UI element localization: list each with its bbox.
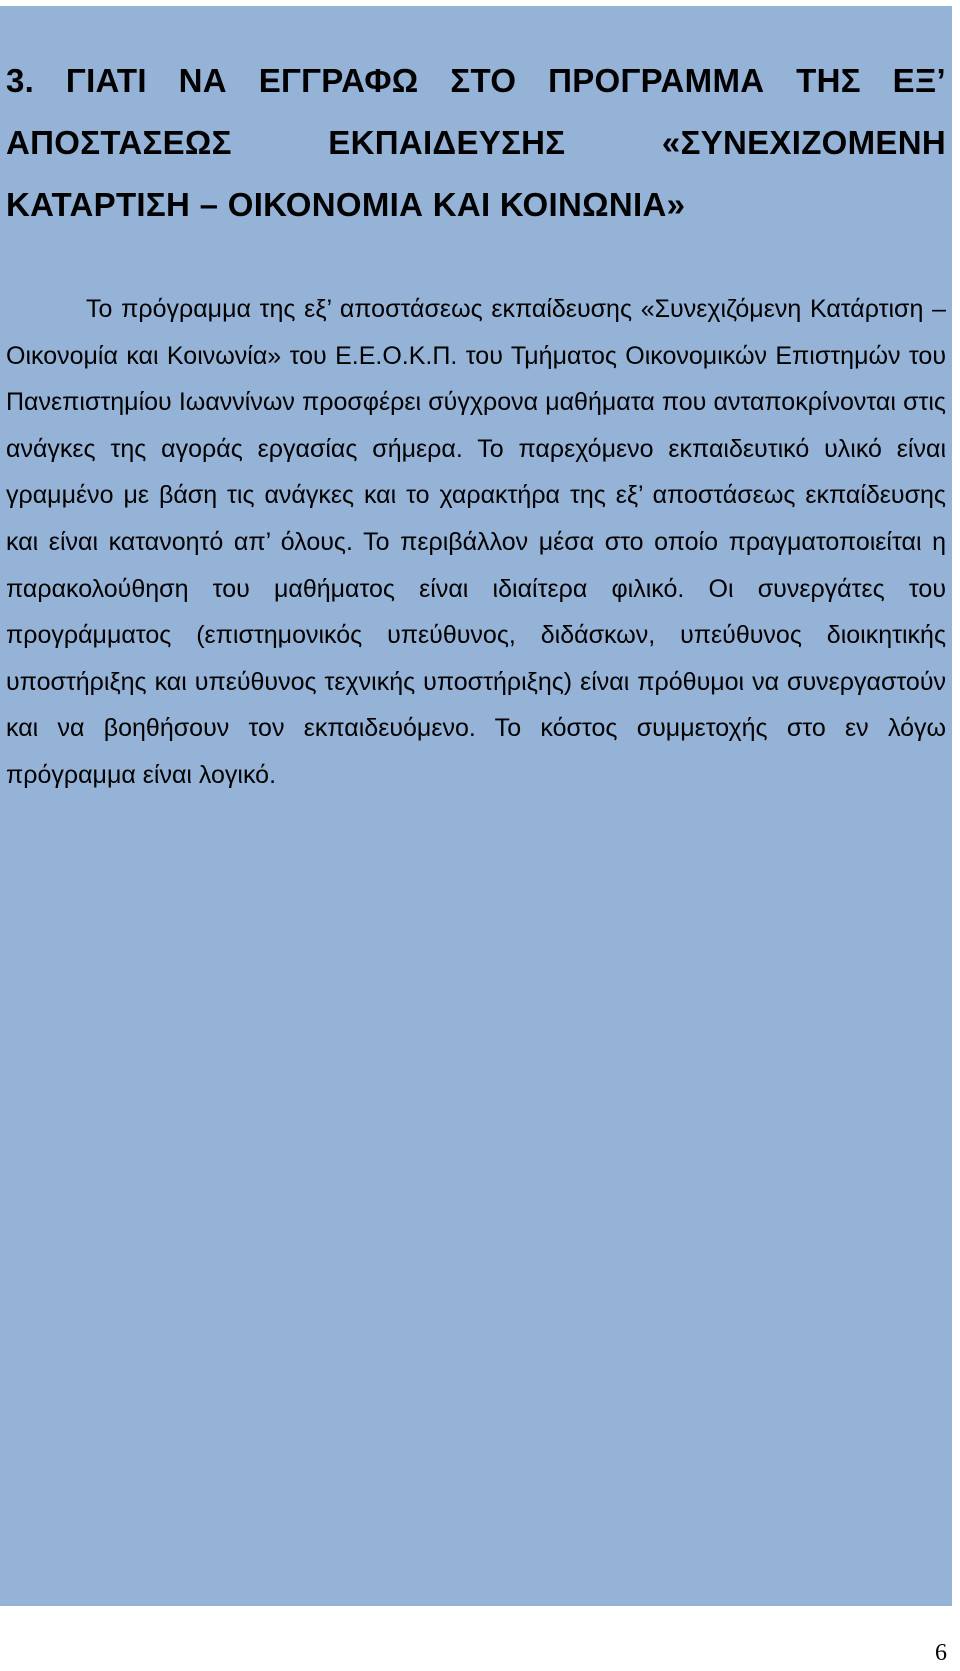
section-heading: 3. ΓΙΑΤΙ ΝΑ ΕΓΓΡΑΦΩ ΣΤΟ ΠΡΟΓΡΑΜΜΑ ΤΗΣ ΕΞ’ ΑΠΟΣΤΑΣΕΩΣ ΕΚΠΑΙΔΕΥΣΗΣ «ΣΥΝΕΧΙΖΟΜΕΝΗ ΚΑΤΑΡΤΙΣΗ – ΟΙΚΟΝΟΜΙΑ ΚΑΙ ΚΟΙΝΩΝΙΑ» [6, 62, 946, 223]
highlighted-section-panel [0, 6, 952, 1606]
section-content [6, 50, 946, 799]
page-number: 6 [935, 1640, 947, 1666]
section-paragraph: Το πρόγραμμα της εξ’ αποστάσεως εκπαίδευσης «Συνεχιζόμενη Κατάρτιση – Οικονομία και Κοινωνία» του Ε.Ε.Ο.Κ.Π. του Τμήματος Οικονομικών Επιστημών του Πανεπιστημίου Ιωαννίνων προσφέρει σύγχρονα μαθήματα που ανταποκρίνονται στις ανάγκες της αγοράς εργασίας σήμερα. Το παρεχόμενο εκπαιδευτικό υλικό είναι γραμμένο με βάση τις ανάγκες και το χαρακτήρα της εξ’ αποστάσεως εκπαίδευσης και είναι κατανοητό απ’ όλους. Το περιβάλλον μέσα στο οποίο πραγματοποιείται η παρακολούθηση του μαθήματος είναι ιδιαίτερα φιλικό. Οι συνεργάτες του προγράμματος (επιστημονικός υπεύθυνος, διδάσκων, υπεύθυνος διοικητικής υποστήριξης και υπεύθυνος τεχνικής υποστήριξης) είναι πρόθυμοι να συνεργαστούν και να βοηθήσουν τον εκπαιδευόμενο. Το κόστος συμμετοχής στο εν λόγω πρόγραμμα είναι λογικό. [6, 295, 946, 789]
